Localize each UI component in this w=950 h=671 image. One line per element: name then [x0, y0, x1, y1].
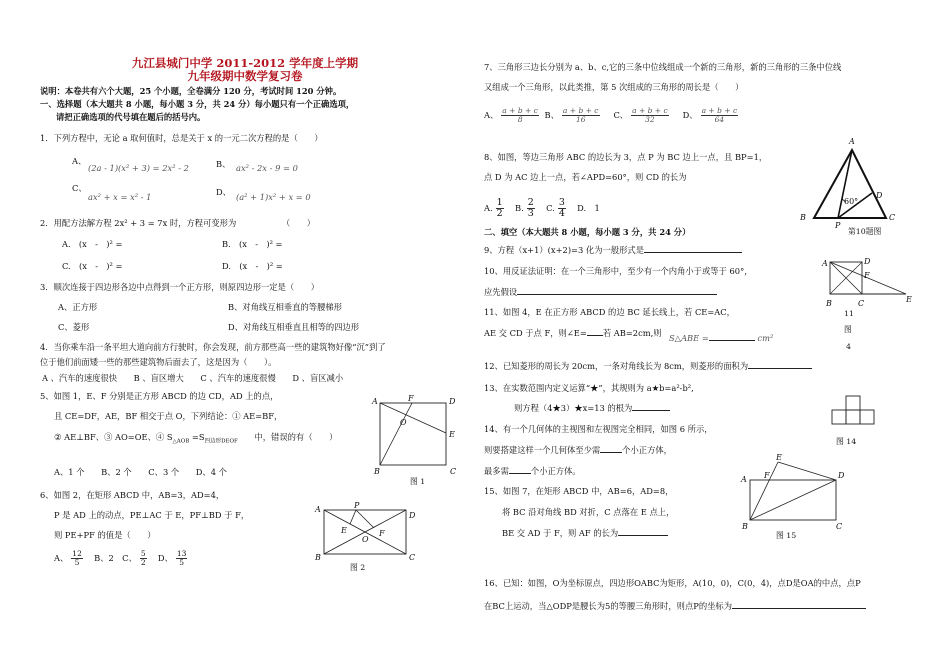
- exam-instructions: 说明：本卷共有六个大题，25 个小题，全卷满分 120 分，考试时间 120 分钟。: [40, 86, 342, 96]
- q15-line3: [502, 528, 668, 539]
- q7-option-a-label: A、: [484, 110, 499, 120]
- figure-10-label-p: P: [835, 221, 841, 230]
- figure-15-label-a: A: [741, 475, 747, 484]
- figure-2-label-c: C: [409, 553, 416, 562]
- q11-line2: [484, 328, 662, 339]
- figure-1-line-bf: [380, 403, 412, 465]
- q7-option-c-label: C、: [613, 110, 629, 120]
- q8-b-den: 3: [527, 208, 534, 219]
- figure-1-label-c: C: [450, 467, 457, 476]
- q8-a-den: 2: [496, 208, 503, 219]
- q3-option-d: D、对角线互相垂直且相等的四边形: [228, 322, 360, 332]
- figure-2-caption: 图 2: [350, 563, 366, 572]
- q1-option-d: (a² + 1)x² + x = 0: [236, 192, 311, 202]
- figure-15-label-c: C: [836, 522, 843, 531]
- figure-1-label-d: D: [449, 397, 456, 406]
- q2-option-b: B. (x - )² =: [222, 239, 283, 249]
- q6-d-num: 13: [176, 549, 187, 558]
- q7-option-c: [631, 107, 669, 124]
- q13-answer-blank[interactable]: [632, 410, 670, 411]
- q6-option-a-label: A、: [54, 553, 69, 563]
- figure-4-label-f: F: [864, 271, 870, 280]
- q11-line2-mid: 若 AB=2cm,则: [602, 328, 662, 338]
- q6-a-den: 5: [74, 558, 80, 567]
- figure-10: [796, 138, 896, 236]
- figure-15-label-f: F: [764, 471, 770, 480]
- q8-a-num: 1: [496, 197, 503, 208]
- q16-line2: [484, 601, 866, 612]
- q14-line2-end: 个小正方体，: [622, 445, 672, 455]
- q2-stem: 2．用配方法解方程 2x² + 3 = 7x 时，方程可变形为 （ ）: [40, 218, 316, 228]
- exam-title-line2: 九年级期中数学复习卷: [187, 69, 303, 83]
- q9: [484, 245, 742, 256]
- q1-option-a-label: A、: [72, 156, 87, 166]
- figure-14-cube-left: [832, 410, 846, 424]
- q14-line3-start: 最多需: [484, 466, 509, 476]
- q7-d-num: a + b + c: [701, 106, 738, 115]
- q15-line1: 15、如图 7，在矩形 ABCD 中，AB=6，AD=8，: [484, 486, 674, 496]
- figure-4-label-d: D: [864, 257, 871, 266]
- section1-heading-cont: 请把正确选项的代号填在题后的括号内。: [56, 112, 206, 122]
- q7-b-num: a + b + c: [562, 106, 599, 115]
- q11-line1: 11、如图 4，E 在正方形 ABCD 的边 BC 延长线上，若 CE=AC，: [484, 307, 735, 317]
- figure-4: [820, 258, 916, 354]
- q8-line1: 8、如图，等边三角形 ABC 的边长为 3，点 P 为 BC 边上一点，且 BP=1，: [484, 152, 768, 162]
- q2-option-a: A. (x - )² =: [62, 239, 123, 249]
- q4-options: A 、汽车的速度很快 B 、盲区增大 C 、汽车的速度很慢 D 、盲区减小: [42, 373, 344, 383]
- q7-option-d-label: D、: [682, 110, 698, 120]
- q5-line3-end: 中，错误的有（ ）: [254, 432, 338, 442]
- q11-unit: cm²: [757, 333, 774, 343]
- q8-line2: 点 D 为 AC 边上一点，若∠APD=60°，则 CD 的长为: [484, 172, 687, 182]
- q5-options: A、1 个 B、2 个 C、3 个 D、4 个: [54, 467, 227, 477]
- q1-option-a: (2a - 1)(x² + 3) = 2x² - 2: [88, 163, 189, 173]
- q8-c-den: 4: [558, 208, 565, 219]
- q8-option-c-label: C.: [546, 203, 555, 213]
- q1-option-c-label: C、: [72, 183, 87, 193]
- q6-c-den: 2: [140, 558, 146, 567]
- figure-1-svg: [372, 394, 457, 490]
- figure-1-caption: 图 1: [410, 477, 426, 486]
- q8-options: [484, 198, 600, 219]
- figure-10-label-d: D: [876, 191, 883, 200]
- q2-option-c: C. (x - )² =: [62, 261, 123, 271]
- q7-option-b: [562, 107, 600, 124]
- q14-line3-end: 个小正方体。: [530, 466, 581, 476]
- figure-15: [738, 453, 848, 544]
- q8-c-num: 3: [558, 197, 565, 208]
- q10-answer-blank[interactable]: [517, 294, 717, 295]
- q15-line3-text: BE 交 AD 于 F，则 AF 的长为: [502, 528, 619, 538]
- q14-line1: 14、有一个几何体的主视图和左视图完全相同，如图 6 所示，: [484, 424, 713, 434]
- figure-15-diag-bd: [750, 480, 836, 520]
- q6-option-c-label: C、: [122, 553, 137, 563]
- q3-option-b: B、对角线互相垂直的等腰梯形: [228, 302, 342, 312]
- figure-10-caption: 第10题图: [848, 227, 882, 236]
- exam-title-line1: 九江县城门中学 2011-2012 学年度上学期: [131, 56, 359, 70]
- figure-2-label-f: F: [379, 529, 385, 538]
- q5-line3-start: ② AE⊥BF、③ AO=OE、④ S: [54, 432, 173, 442]
- q8-option-d: D. 1: [577, 203, 600, 213]
- figure-14: [828, 394, 888, 454]
- q6-option-d-label: D、: [157, 553, 173, 563]
- figure-15-label-e: E: [776, 453, 782, 462]
- q7-c-num: a + b + c: [632, 106, 668, 115]
- figure-2-label-b: B: [315, 553, 321, 562]
- q6-a-num: 12: [72, 549, 82, 558]
- q12-text: 12、已知菱形的周长为 20cm，一条对角线长为 8cm，则菱形的面积为: [484, 361, 749, 371]
- figure-1-label-e: E: [449, 430, 455, 439]
- q3-option-a: A、正方形: [58, 302, 98, 312]
- q6-line3: 则 PE+PF 的值是（ ）: [54, 530, 156, 540]
- q8-b-num: 2: [527, 197, 534, 208]
- figure-10-ap: [838, 150, 852, 218]
- q3-stem: 3．顺次连接于四边形各边中点得到一个正方形，则原四边形一定是（ ）: [40, 282, 320, 292]
- figure-14-cube-right: [860, 410, 874, 424]
- figure-2-label-a: A: [315, 505, 321, 514]
- section2-heading: 二、填空（本大题共 8 小题，每小题 3 分，共 24 分）: [484, 227, 691, 237]
- figure-14-svg: [828, 394, 888, 454]
- q6-line2: P 是 AD 上的动点，PE⊥AC 于 E，PF⊥BD 于 F，: [54, 510, 250, 520]
- q8-option-c: [558, 198, 566, 219]
- q5-sub-quad: 四边形DEOF: [204, 438, 238, 445]
- figure-4-caption-word: 图: [844, 325, 852, 334]
- figure-2-label-d: D: [409, 511, 416, 520]
- figure-1-label-o: O: [400, 418, 407, 427]
- q15-line2: 将 BC 沿对角线 BD 对折，C 点落在 E 点上，: [502, 507, 675, 517]
- q16-line2-text: 在BC上运动，当△ODP是腰长为5的等腰三角形时，则点P的坐标为: [484, 601, 733, 611]
- q6-line1: 6、如图 2，在矩形 ABCD 中，AB=3，AD=4，: [40, 490, 225, 500]
- figure-10-label-b: B: [800, 213, 806, 222]
- q15-answer-blank[interactable]: [618, 535, 668, 536]
- q14-line2-start: 则要搭建这样一个几何体至少需: [484, 445, 601, 455]
- q7-a-num: a + b + c: [502, 106, 538, 115]
- q2-option-d: D. (x - )² =: [222, 261, 283, 271]
- q7-d-den: 64: [714, 115, 725, 124]
- figure-2-label-p: P: [354, 501, 360, 510]
- figure-4-label-c: C: [858, 299, 865, 308]
- figure-14-cube-mid: [846, 410, 860, 424]
- q8-option-b-label: B.: [515, 203, 524, 213]
- figure-15-caption: 图 15: [776, 531, 797, 540]
- q4-line1: 4．当你乘车沿一条平坦大道向前方行驶时，你会发现，前方那些高一些的建筑物好像“沉”到了: [40, 342, 386, 352]
- q7-option-a: [501, 107, 539, 124]
- figure-14-cube-top: [846, 396, 860, 410]
- q5-eq: =S: [189, 432, 205, 442]
- q6-option-c: [140, 550, 147, 567]
- figure-2-svg: [312, 501, 432, 574]
- q13-line1: 13、在实数范围内定义运算“★”，其规则为 a★b=a²-b²,: [484, 383, 694, 393]
- q12: [484, 361, 812, 372]
- q11-line2-start: AE 交 CD 于点 F，则∠E=: [484, 328, 587, 338]
- q11-angle-blank[interactable]: [587, 335, 603, 336]
- figure-15-svg: [738, 453, 848, 544]
- q14-max-blank[interactable]: [509, 473, 531, 474]
- figure-15-label-d: D: [838, 471, 845, 480]
- q7-option-b-label: B、: [544, 110, 559, 120]
- q5-line2: 且 CE=DF，AE，BF 相交于点 O，下列结论：① AE=BF，: [54, 411, 283, 421]
- figure-4-label-a: A: [822, 259, 828, 268]
- q1-option-b: ax² - 2x - 9 = 0: [236, 163, 298, 173]
- figure-1-label-b: B: [374, 467, 380, 476]
- q7-option-d: [701, 107, 739, 124]
- q6-option-b: B、2: [94, 553, 114, 563]
- q1-option-c: ax² + x = x² - 1: [88, 192, 152, 202]
- figure-15-label-b: B: [742, 522, 748, 531]
- figure-1-label-a: A: [372, 397, 378, 406]
- figure-10-angle: 60°: [844, 197, 859, 206]
- q8-option-b: [527, 198, 535, 219]
- q11-area: [669, 333, 773, 344]
- figure-1: [372, 394, 457, 490]
- q5-sub-aob: △AOB: [172, 438, 190, 445]
- q7-line1: 7、三角形三边长分别为 a、b、c,它的三条中位线组成一个新的三角形，新的三角形的三条中位线: [484, 62, 842, 72]
- q16-answer-blank[interactable]: [732, 608, 866, 609]
- figure-2-pe: [350, 510, 356, 524]
- q5-line3: [54, 432, 337, 448]
- q14-line2: [484, 445, 672, 456]
- figure-15-ed: [778, 462, 836, 480]
- q14-line3: [484, 466, 581, 477]
- q1-option-d-label: D、: [216, 187, 231, 197]
- q3-option-c: C、菱形: [58, 322, 90, 332]
- q7-options: [484, 107, 741, 124]
- q8-option-a: [496, 198, 504, 219]
- q9-text: 9、方程（x+1）(x+2)=3 化为一般形式是: [484, 245, 645, 255]
- figure-1-square: [380, 403, 446, 465]
- q5-line1: 5、如图 1，E、F 分别是正方形 ABCD 的边 CD，AD 上的点，: [40, 391, 279, 401]
- figure-4-caption-4: 4: [846, 342, 851, 351]
- q14-min-blank[interactable]: [600, 452, 622, 453]
- q10-line2-text: 应先假设: [484, 287, 518, 297]
- figure-2-pf: [356, 510, 374, 528]
- q6-d-den: 5: [179, 558, 185, 567]
- figure-10-svg: [796, 138, 896, 236]
- q7-b-den: 16: [575, 115, 586, 124]
- figure-2-label-o: O: [362, 535, 369, 544]
- figure-1-label-f: F: [408, 394, 414, 403]
- q6-option-d: [176, 550, 188, 567]
- figure-1-line-ae: [380, 403, 446, 433]
- figure-10-label-a: A: [849, 137, 855, 146]
- q12-answer-blank[interactable]: [748, 368, 812, 369]
- q10-line2: [484, 287, 717, 298]
- q7-a-den: 8: [517, 115, 523, 124]
- figure-14-caption: 图 14: [836, 437, 857, 446]
- q10-line1: 10、用反证法证明：在一个三角形中，至少有一个内角小于或等于 60°，: [484, 266, 753, 276]
- figure-4-label-e: E: [906, 295, 912, 304]
- q7-c-den: 32: [645, 115, 655, 124]
- q9-answer-blank[interactable]: [644, 252, 742, 253]
- q13-line2: [514, 403, 670, 414]
- q1-stem: 1．下列方程中，无论 a 取何值时，总是关于 x 的一元二次方程的是（ ）: [40, 133, 323, 143]
- q11-area-blank[interactable]: [709, 340, 755, 341]
- q13-line2-text: 则方程（4★3）★x=13 的根为: [514, 403, 633, 413]
- q7-line2: 又组成一个三角形，以此类推，第 5 次组成的三角形的周长是（ ）: [484, 82, 744, 92]
- q6-options: [54, 550, 190, 567]
- figure-2: [312, 501, 432, 574]
- q6-c-num: 5: [140, 549, 146, 558]
- q16-line1: 16、已知：如图，O为坐标原点，四边形OABC为矩形，A(10，0)，C(0，4)，点D是OA的中点，点P: [484, 578, 861, 588]
- figure-4-svg: [820, 258, 916, 354]
- q8-option-a-label: A.: [484, 203, 493, 213]
- section1-heading: 一、选择题（本大题共 8 小题，每小题 3 分，共 24 分）每小题只有一个正确选项，: [40, 99, 355, 109]
- figure-4-caption-num: 11: [844, 309, 854, 318]
- q4-line2: 位于他们前面矮一些的那些建筑物后面去了，这是因为（ ）。: [40, 357, 277, 367]
- q1-option-b-label: B、: [216, 159, 231, 169]
- q11-area-label: S△ABE =: [669, 333, 709, 343]
- q6-option-a: [71, 550, 83, 567]
- figure-10-label-c: C: [889, 213, 896, 222]
- figure-2-label-e: E: [341, 526, 347, 535]
- figure-4-label-b: B: [826, 299, 832, 308]
